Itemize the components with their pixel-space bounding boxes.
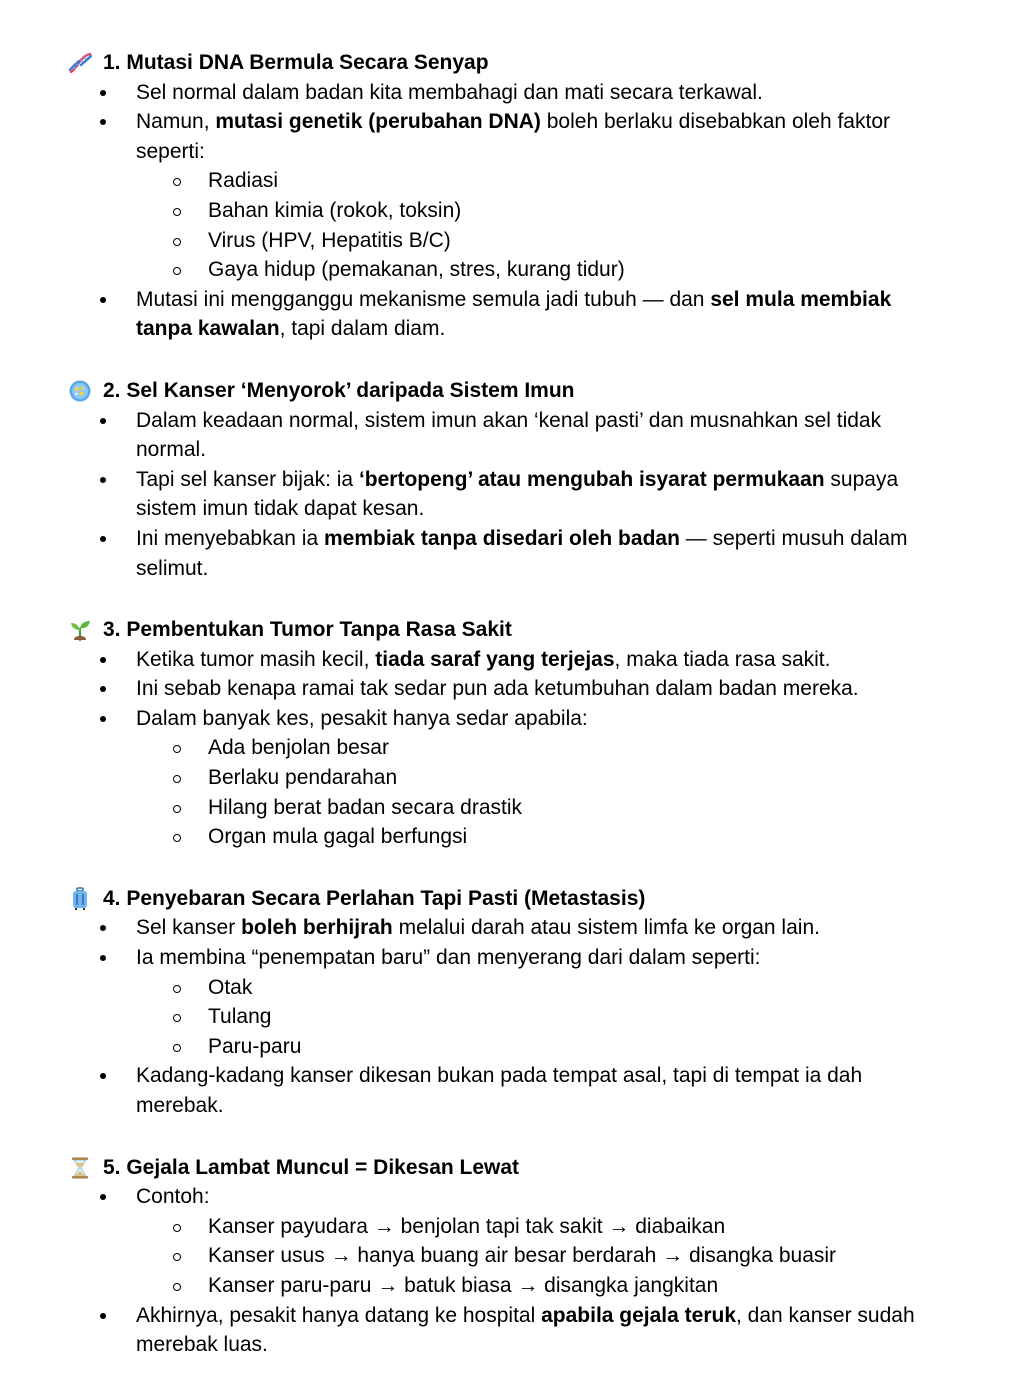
bullet-dot (100, 536, 106, 542)
bullet-dot (100, 716, 106, 722)
sub-bullet-circle (173, 834, 181, 842)
sub-list-item (0, 166, 1036, 196)
section-title: 4. Penyebaran Secara Perlahan Tapi Pasti (Metastasis) (103, 886, 646, 910)
sub-item-text: Virus (HPV, Hepatitis B/C) (208, 228, 451, 252)
microbe-icon (68, 379, 92, 403)
sub-list-item (0, 733, 1036, 763)
list-item (0, 78, 1036, 108)
item-text: boleh berlaku disebabkan oleh faktor seperti: (136, 110, 890, 163)
section-heading (0, 615, 1036, 645)
section-heading (0, 48, 1036, 78)
list-item (0, 1301, 1036, 1360)
bullet-dot (100, 477, 106, 483)
section-metastasis (0, 884, 1036, 1121)
sub-list-item (0, 1002, 1036, 1032)
section-title: 5. Gejala Lambat Muncul = Dikesan Lewat (103, 1155, 520, 1179)
item-text: — seperti musuh dalam selimut. (136, 526, 908, 580)
sub-list-item (0, 793, 1036, 823)
sub-bullet-circle (173, 805, 181, 813)
list-item (0, 524, 1036, 583)
section-title: 1. Mutasi DNA Bermula Secara Senyap (103, 51, 489, 74)
sub-item-text: Organ mula gagal berfungsi (208, 825, 468, 849)
item-text: Dalam keadaan normal, sistem imun akan ‘kenal pasti’ dan musnahkan sel tidak normal. (136, 408, 882, 462)
section-heading (0, 1153, 1036, 1183)
item-emphasis: apabila gejala teruk (541, 1303, 737, 1327)
item-emphasis: tiada saraf yang terjejas (375, 647, 615, 671)
sub-list-item (0, 973, 1036, 1003)
section-late-symptoms (0, 1153, 1036, 1360)
bullet-dot (100, 657, 106, 663)
list-item (0, 465, 1036, 524)
list-item (0, 406, 1036, 465)
sub-item-text: Hilang berat badan secara drastik (208, 795, 523, 819)
item-text: Tapi sel kanser bijak: ia (136, 467, 359, 491)
item-emphasis: boleh berhijrah (241, 916, 393, 940)
bullet-dot (100, 119, 106, 125)
sub-item-text: Paru-paru (208, 1034, 302, 1058)
bullet-dot (100, 90, 106, 96)
bullet-dot (100, 686, 106, 692)
section-title: 3. Pembentukan Tumor Tanpa Rasa Sakit (103, 618, 512, 642)
item-text: Namun, (136, 110, 216, 134)
hourglass-icon (68, 1156, 92, 1180)
sub-item-text: Kanser usus → hanya buang air besar berdarah → disangka buasir (208, 1244, 837, 1268)
list-item (0, 107, 1036, 166)
item-text: Akhirnya, pesakit hanya datang ke hospital (136, 1303, 542, 1327)
sub-bullet-circle (173, 178, 181, 186)
sub-list-item (0, 226, 1036, 256)
sub-item-text: Otak (208, 975, 253, 999)
item-text: Mutasi ini mengganggu mekanisme semula jadi tubuh — dan (136, 287, 711, 311)
list-item (0, 1182, 1036, 1212)
sub-bullet-circle (173, 267, 181, 275)
list-item (0, 674, 1036, 704)
sub-item-text: Kanser payudara → benjolan tapi tak sakit → diabaikan (208, 1214, 726, 1238)
bullet-dot (100, 955, 106, 961)
list-item (0, 704, 1036, 734)
sub-item-text: Tulang (208, 1005, 272, 1029)
bullet-dot (100, 297, 106, 303)
sub-bullet-circle (173, 238, 181, 246)
item-text: Sel normal dalam badan kita membahagi dan mati secara terkawal. (136, 80, 763, 104)
sub-list-item (0, 255, 1036, 285)
dna-icon (68, 51, 92, 75)
item-text: Dalam banyak kes, pesakit hanya sedar apabila: (136, 706, 588, 730)
sub-item-text: Gaya hidup (pemakanan, stres, kurang tidur) (208, 258, 625, 282)
item-text: , maka tiada rasa sakit. (614, 647, 831, 671)
sub-list-item (0, 1032, 1036, 1062)
item-text: Ketika tumor masih kecil, (136, 647, 376, 671)
sub-list-item (0, 822, 1036, 852)
sub-item-text: Bahan kimia (rokok, toksin) (208, 198, 462, 222)
item-text: Ia membina “penempatan baru” dan menyerang dari dalam seperti: (136, 946, 761, 970)
sub-list-item (0, 1212, 1036, 1242)
sub-bullet-circle (173, 1253, 181, 1261)
bullet-dot (100, 1313, 106, 1319)
item-emphasis: sel mula membiak tanpa kawalan (136, 287, 892, 341)
item-emphasis: mutasi genetik (perubahan DNA) (215, 110, 541, 134)
item-text: Ini sebab kenapa ramai tak sedar pun ada ketumbuhan dalam badan mereka. (136, 677, 859, 701)
sub-list-item (0, 763, 1036, 793)
sub-bullet-circle (173, 1283, 181, 1291)
item-text: , tapi dalam diam. (279, 317, 446, 341)
bullet-dot (100, 925, 106, 931)
sub-item-text: Radiasi (208, 169, 279, 193)
section-dna-mutation (0, 48, 1036, 344)
bullet-dot (100, 1073, 106, 1079)
seedling-icon (68, 618, 92, 642)
item-emphasis: membiak tanpa disedari oleh badan (323, 526, 680, 550)
list-item (0, 645, 1036, 675)
item-text: supaya sistem imun tidak dapat kesan. (136, 467, 899, 521)
document-body (0, 48, 1036, 1392)
sub-bullet-circle (173, 1014, 181, 1022)
sub-bullet-circle (173, 1044, 181, 1052)
section-immune-evasion (0, 376, 1036, 583)
sub-list-item (0, 1271, 1036, 1301)
item-emphasis: ‘bertopeng’ atau mengubah isyarat permukaan (358, 467, 825, 491)
item-text: Sel kanser (136, 916, 242, 940)
sub-item-text: Kanser paru-paru → batuk biasa → disangka jangkitan (208, 1273, 719, 1297)
item-text: melalui darah atau sistem limfa ke organ lain. (392, 916, 820, 940)
list-item (0, 943, 1036, 973)
section-title: 2. Sel Kanser ‘Menyorok’ daripada Sistem Imun (103, 378, 575, 402)
item-text: , dan kanser sudah merebak luas. (136, 1303, 915, 1357)
section-heading (0, 376, 1036, 406)
list-item (0, 913, 1036, 943)
section-tumor-formation (0, 615, 1036, 852)
sub-item-text: Ada benjolan besar (208, 736, 389, 760)
sub-bullet-circle (173, 745, 181, 753)
item-text: Kadang-kadang kanser dikesan bukan pada tempat asal, tapi di tempat ia dah merebak. (136, 1064, 863, 1117)
bullet-dot (100, 1194, 106, 1200)
luggage-icon (68, 887, 92, 911)
sub-bullet-circle (173, 985, 181, 993)
list-item (0, 1061, 1036, 1120)
bullet-dot (100, 418, 106, 424)
item-text: Contoh: (136, 1185, 210, 1209)
sub-list-item (0, 196, 1036, 226)
sub-bullet-circle (173, 208, 181, 216)
sub-bullet-circle (173, 1224, 181, 1232)
item-text: Ini menyebabkan ia (136, 526, 324, 550)
list-item (0, 285, 1036, 344)
sub-list-item (0, 1241, 1036, 1271)
section-heading (0, 884, 1036, 914)
sub-bullet-circle (173, 775, 181, 783)
sub-item-text: Berlaku pendarahan (208, 766, 398, 790)
